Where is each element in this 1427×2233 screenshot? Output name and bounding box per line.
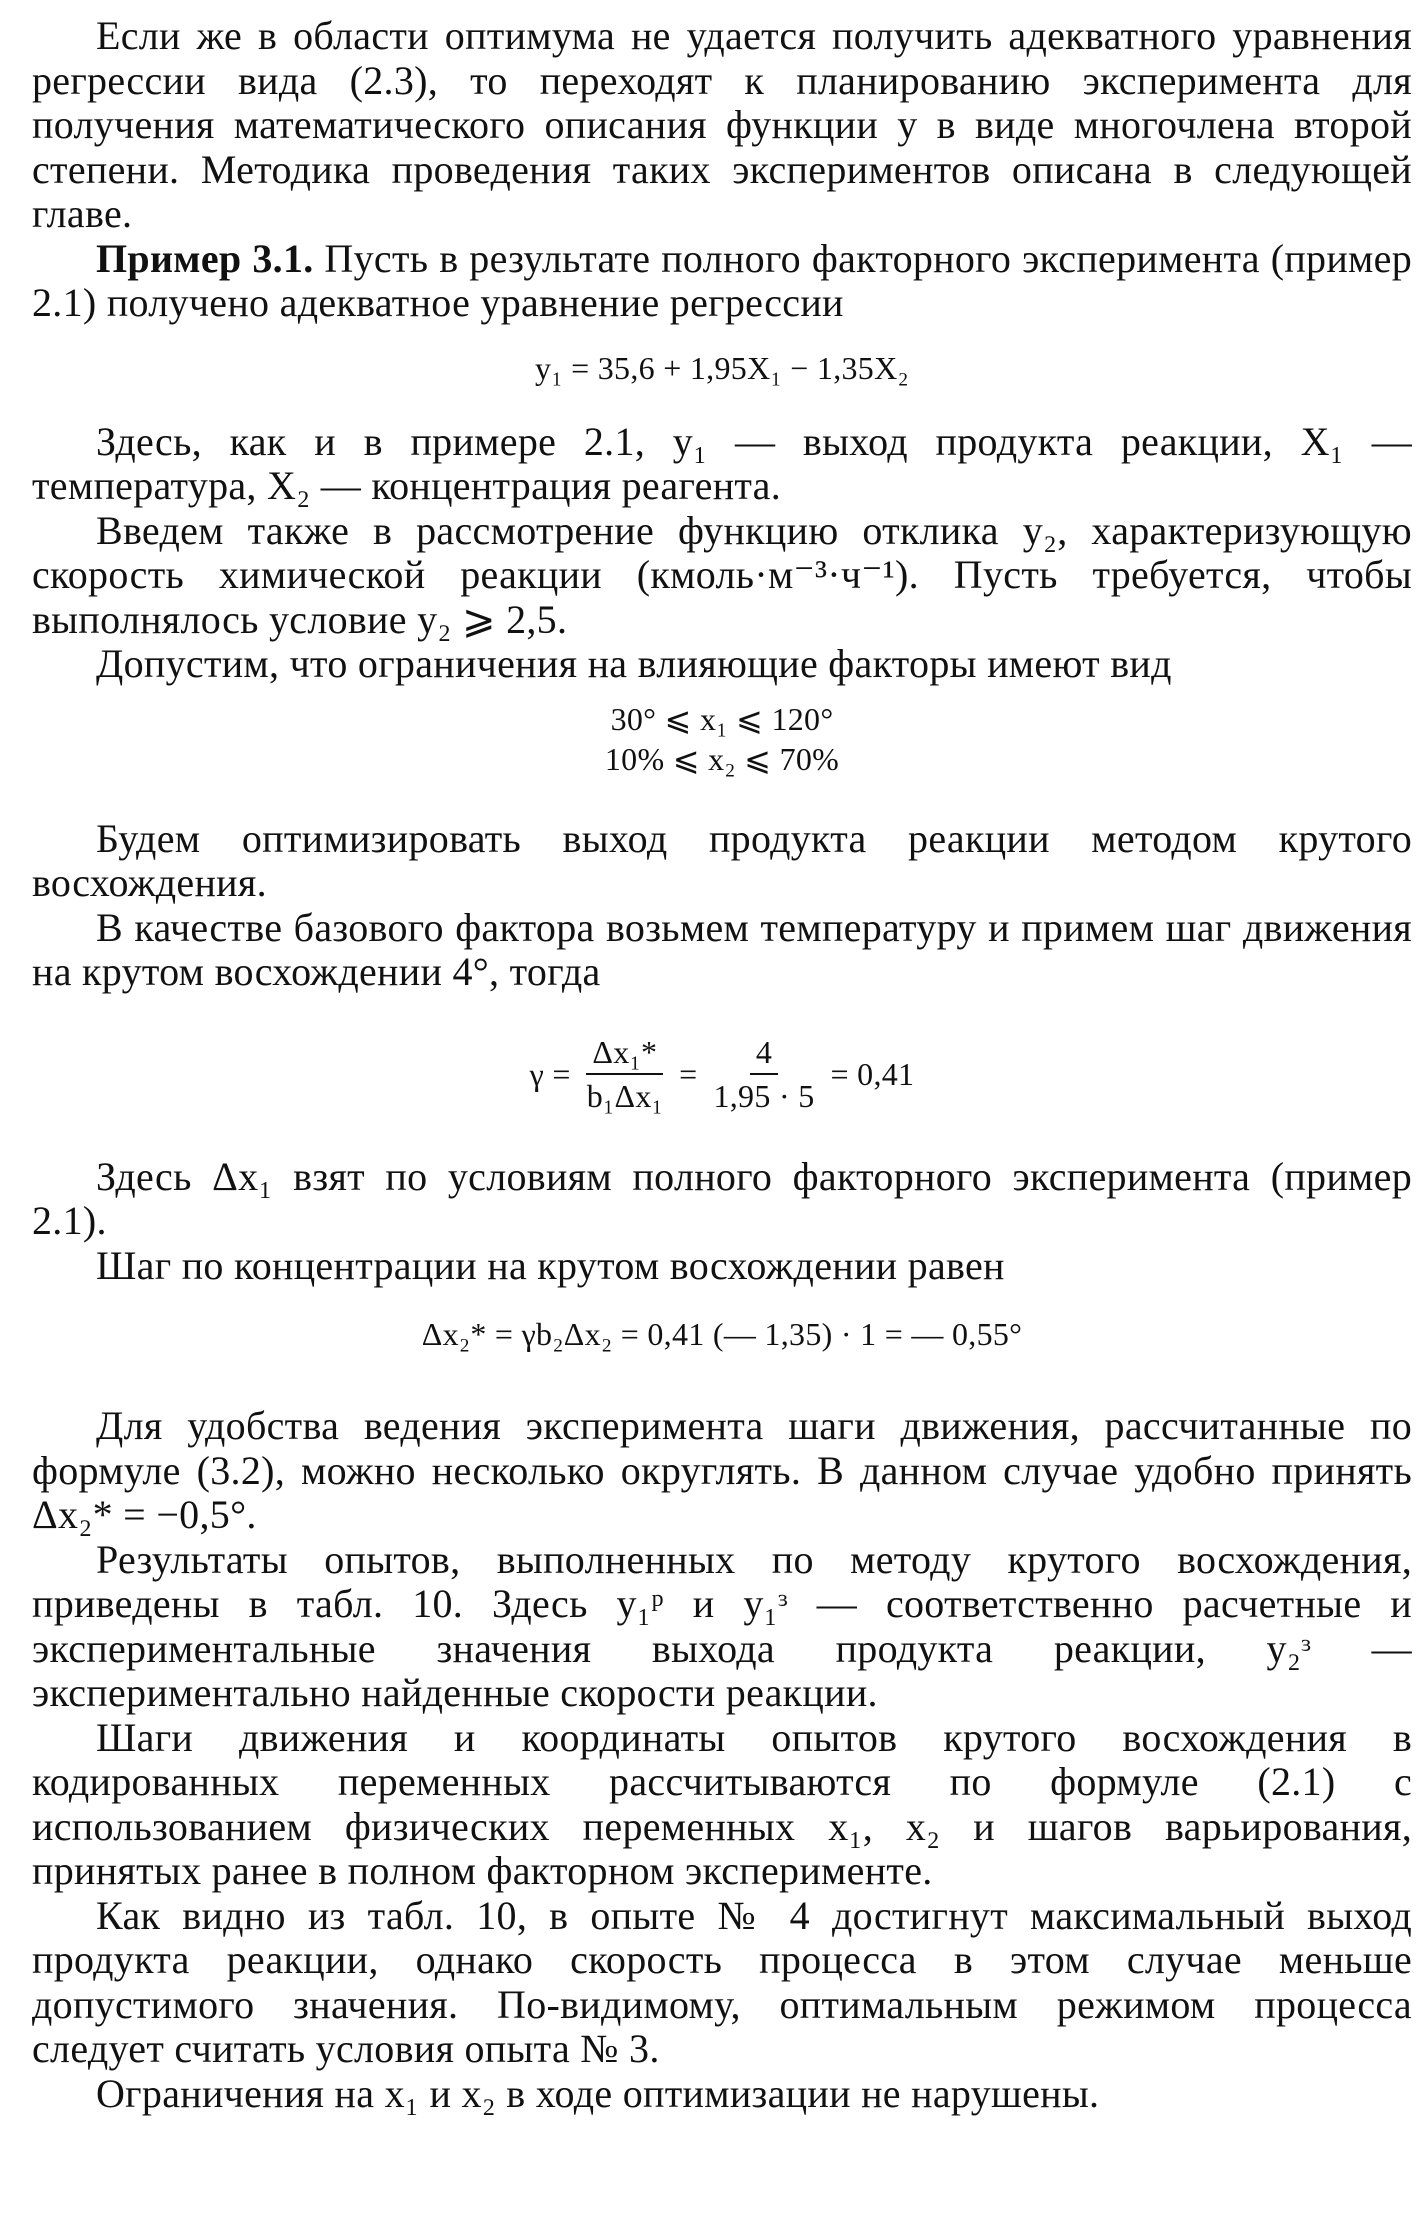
paragraph-response-y2: Введем также в рассмотрение функцию отклика y₂, характеризующую скорость химической реакции (кмоль·м⁻³·ч⁻¹). Пусть требуется, чтобы выполнялось условие y₂ ⩾ 2,5. (32, 507, 1412, 642)
paragraph-conclusion: Как видно из табл. 10, в опыте № 4 достигнут максимальный выход продукта реакции, однако скорость процесса в этом случае меньше допустимого значения. По-видимому, оптимальным режимом процесса следует считать условия опыта № 3. (32, 1892, 1412, 2071)
equation-gamma (32, 1033, 1412, 1115)
fraction-2-denominator: 1,95 · 5 (713, 1077, 815, 1114)
fraction-2 (707, 1033, 820, 1115)
paragraph-steps-coords: Шаги движения и координаты опытов крутого восхождения в кодированных переменных рассчитываются по формуле (2.1) с использованием физических переменных x₁, x₂ и шагов варьирования, принятых ранее в полном факторном эксперименте. (32, 1714, 1412, 1893)
fraction-1-denominator: b₁Δx₁ (586, 1077, 664, 1114)
paragraph-example-3-1 (32, 237, 1412, 326)
example-label: Пример 3.1. (96, 235, 314, 281)
example-text: Пусть в результате полного факторного эксперимента (пример 2.1) получено адекватное уравнение регрессии (32, 235, 1412, 325)
equation-delta-x2: Δx₂* = γb₂Δx₂ = 0,41 (— 1,35) · 1 = — 0,55° (421, 1316, 1023, 1352)
gamma-lhs: γ = (529, 1055, 571, 1092)
gamma-rhs: = 0,41 (830, 1055, 915, 1092)
equation-constraint-x2: 10% ⩽ x₂ ⩽ 70% (604, 740, 840, 777)
fraction-1-numerator: Δx₁* (586, 1033, 663, 1075)
document-page (32, 14, 1412, 2116)
paragraph-rounding: Для удобства ведения эксперимента шаги движения, рассчитанные по формуле (3.2), можно несколько округлять. В данном случае удобно принять Δx₂* = −0,5°. (32, 1403, 1412, 1537)
fraction-2-numerator: 4 (750, 1033, 778, 1075)
paragraph-delta-x1: Здесь Δx₁ взят по условиям полного факторного эксперимента (пример 2.1). (32, 1153, 1412, 1243)
paragraph-constraints-ok: Ограничения на x₁ и x₂ в ходе оптимизации не нарушены. (96, 2070, 1100, 2116)
paragraph-concentration-step: Шаг по концентрации на крутом восхождении равен (96, 1242, 1005, 1288)
paragraph-intro: Если же в области оптимума не удается получить адекватного уравнения регрессии вида (2.3), то переходят к планированию эксперимента для получения математического описания функции у в виде многочлена второй степени. Методика проведения таких экспериментов описана в следующей главе. (32, 13, 1412, 236)
paragraph-results: Результаты опытов, выполненных по методу крутого восхождения, приведены в табл. 10. Здесь y₁ᵖ и y₁ᵌ — соответственно расчетные и экспериментальные значения выхода продукта реакции, y₂ᵌ — экспериментально найденные скорости реакции. (32, 1536, 1412, 1715)
paragraph-optimize: Будем оптимизировать выход продукта реакции методом крутого восхождения. (32, 815, 1412, 905)
equation-regression: y₁ = 35,6 + 1,95X₁ − 1,35X₂ (535, 349, 909, 386)
gamma-equals: = (679, 1055, 698, 1092)
equation-constraint-x1: 30° ⩽ x₁ ⩽ 120° (610, 700, 834, 737)
fraction-1 (581, 1033, 669, 1115)
paragraph-base-factor: В качестве базового фактора возьмем температуру и примем шаг движения на крутом восхождении 4°, тогда (32, 904, 1412, 994)
paragraph-variables: Здесь, как и в примере 2.1, y₁ — выход продукта реакции, X₁ — температура, X₂ — концентрация реагента. (32, 418, 1412, 508)
paragraph-constraints: Допустим, что ограничения на влияющие факторы имеют вид (96, 641, 1172, 686)
